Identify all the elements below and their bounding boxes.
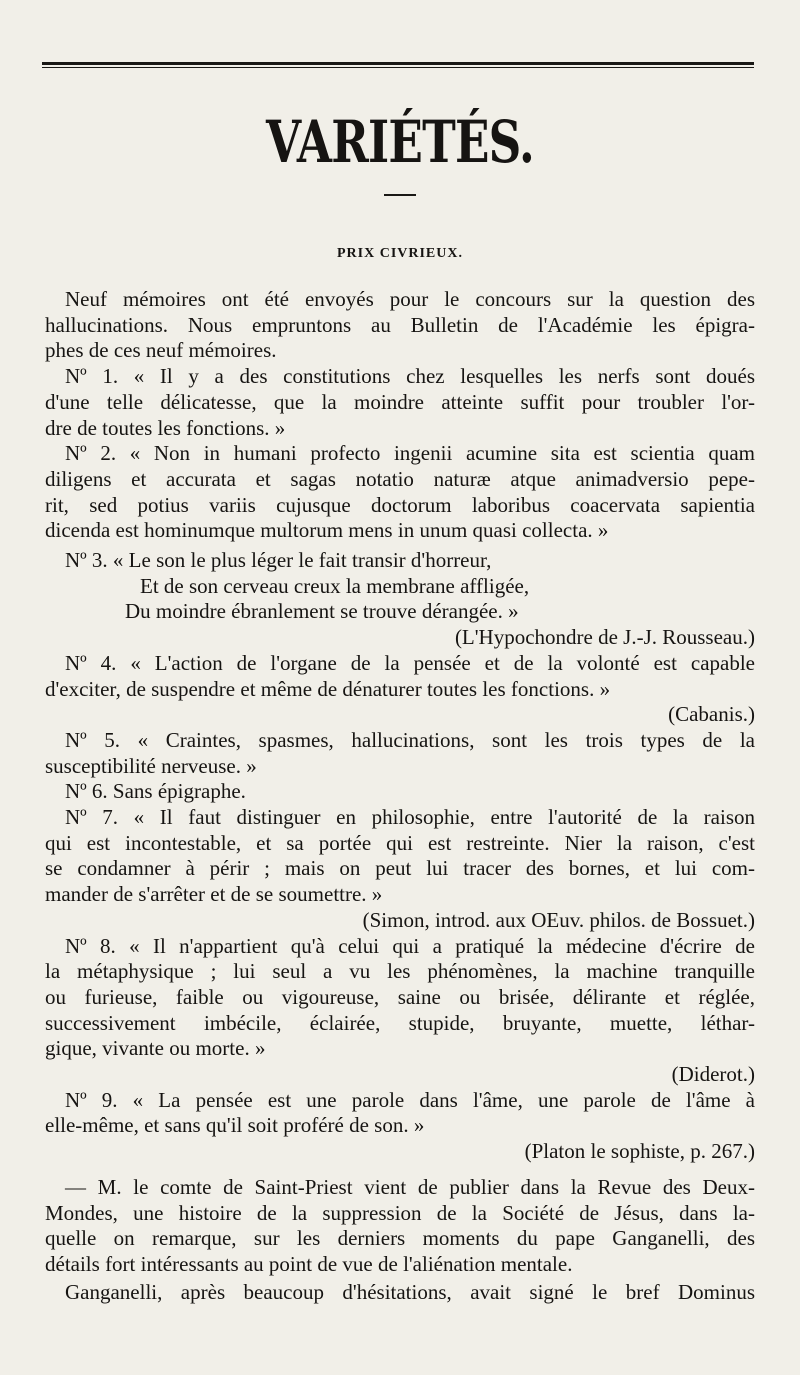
text-line: Nº 8. « Il n'appartient qu'à celui qui a pratiqué la médecine d'écrire de	[65, 933, 755, 958]
text-line: successivement imbécile, éclairée, stupide, bruyante, muette, léthar-	[45, 1010, 755, 1035]
text-line: qui est incontestable, et sa portée qui est restreinte. Nier la raison, c'est	[45, 830, 755, 855]
text-line: Nº 4. « L'action de l'organe de la pensée et de la volonté est capable	[65, 650, 755, 675]
text-line: (Platon le sophiste, p. 267.)	[524, 1139, 755, 1164]
text-line: quelle on remarque, sur les derniers moments du pape Ganganelli, des	[45, 1226, 755, 1251]
text-line: gique, vivante ou morte. »	[45, 1036, 266, 1061]
text-line: Nº 9. « La pensée est une parole dans l'âme, une parole de l'âme à	[65, 1087, 755, 1112]
text-line: phes de ces neuf mémoires.	[45, 338, 277, 363]
text-line: Neuf mémoires ont été envoyés pour le concours sur la question des	[65, 287, 755, 311]
top-rule-thin	[42, 67, 754, 68]
text-line: rit, sed potius variis cujusque doctorum laboribus coacervata sapientia	[45, 492, 755, 517]
text-line: Nº 3. « Le son le plus léger le fait transir d'horreur,	[65, 548, 492, 572]
text-line: détails fort intéressants au point de vue de l'aliénation mentale.	[45, 1251, 573, 1276]
top-rule	[42, 62, 754, 65]
text-line: mander de s'arrêter et de se soumettre. »	[45, 882, 383, 907]
page-title: VARIÉTÉS.	[266, 108, 534, 176]
text-line: Ganganelli, après beaucoup d'hésitations, avait signé le bref Dominus	[65, 1279, 755, 1304]
text-line: ou furieuse, faible ou vigoureuse, saine ou brisée, délirante et réglée,	[45, 984, 755, 1009]
text-line: Et de son cerveau creux la membrane affligée,	[140, 573, 530, 598]
text-line: (Simon, introd. aux OEuv. philos. de Bossuet.)	[362, 907, 755, 932]
text-line: (Diderot.)	[671, 1062, 755, 1086]
text-line: d'exciter, de suspendre et même de dénaturer toutes les fonctions. »	[45, 676, 611, 701]
text-line: dre de toutes les fonctions. »	[45, 415, 286, 440]
text-line: Mondes, une histoire de la suppression de la Société de Jésus, dans la-	[45, 1200, 755, 1225]
text-line: Du moindre ébranlement se trouve dérangée. »	[125, 599, 519, 624]
text-line: Nº 5. « Craintes, spasmes, hallucinations, sont les trois types de la	[65, 727, 755, 752]
text-line: (L'Hypochondre de J.-J. Rousseau.)	[454, 625, 755, 650]
text-line: d'une telle délicatesse, que la moindre atteinte suffit pour troubler l'or-	[45, 389, 755, 414]
text-line: — M. le comte de Saint-Priest vient de publier dans la Revue des Deux-	[65, 1174, 755, 1199]
text-line: diligens et accurata et sagas notatio naturæ atque animadversio pepe-	[45, 466, 755, 491]
title-divider	[384, 194, 416, 196]
section-heading: PRIX CIVRIEUX.	[336, 246, 463, 261]
text-line: hallucinations. Nous empruntons au Bulletin de l'Académie les épigra-	[45, 312, 755, 337]
text-line: Nº 7. « Il faut distinguer en philosophie, entre l'autorité de la raison	[65, 805, 755, 829]
text-line: se condamner à périr ; mais on peut lui tracer des bornes, et lui com-	[45, 856, 755, 881]
text-line: Nº 2. « Non in humani profecto ingenii acumine sita est scientia quam	[65, 441, 755, 466]
text-line: Nº 6. Sans épigraphe.	[65, 779, 246, 804]
text-line: Nº 1. « Il y a des constitutions chez lesquelles les nerfs sont doués	[65, 364, 755, 389]
text-line: la métaphysique ; lui seul a vu les phénomènes, la machine tranquille	[45, 959, 755, 984]
text-line: susceptibilité nerveuse. »	[45, 753, 257, 778]
text-line: dicenda est hominumque multorum mens in unum quasi collecta. »	[45, 518, 609, 543]
text-line: elle-même, et sans qu'il soit proféré de son. »	[45, 1113, 425, 1138]
text-line: (Cabanis.)	[668, 702, 755, 727]
